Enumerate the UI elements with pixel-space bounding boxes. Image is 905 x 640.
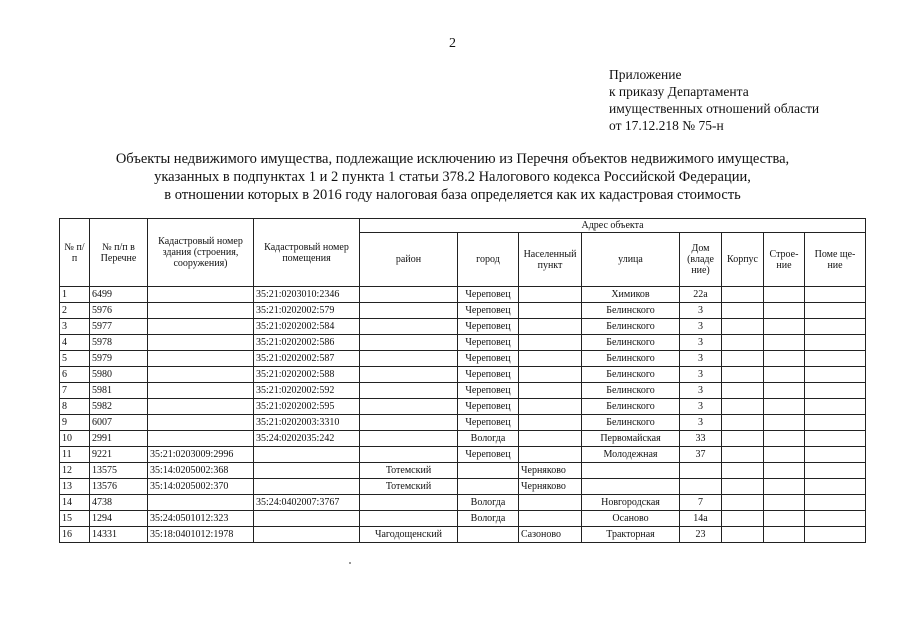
cell-list-num: 5977 [90, 319, 148, 335]
cell-korpus [722, 319, 764, 335]
cell-room-cadastral: 35:21:0203010:2346 [254, 287, 360, 303]
cell-house: 33 [680, 431, 722, 447]
cell-room-cadastral [254, 479, 360, 495]
cell-room-cadastral [254, 527, 360, 543]
cell-street [582, 463, 680, 479]
cell-num: 7 [60, 383, 90, 399]
cell-room-cadastral: 35:21:0202002:579 [254, 303, 360, 319]
cell-korpus [722, 351, 764, 367]
table-row [60, 511, 866, 527]
cell-list-num: 9221 [90, 447, 148, 463]
cell-rayon: Чагодощенский [360, 527, 458, 543]
cell-pomeshchenie [805, 527, 866, 543]
cell-list-num: 14331 [90, 527, 148, 543]
cell-pomeshchenie [805, 415, 866, 431]
cell-house: 3 [680, 367, 722, 383]
cell-city [458, 479, 519, 495]
cell-list-num: 5982 [90, 399, 148, 415]
cell-stroenie [764, 399, 805, 415]
cell-list-num: 5978 [90, 335, 148, 351]
cell-korpus [722, 303, 764, 319]
cell-house: 3 [680, 303, 722, 319]
cell-settlement [519, 319, 582, 335]
cell-rayon [360, 495, 458, 511]
cell-korpus [722, 495, 764, 511]
objects-table [59, 218, 866, 543]
cell-num: 10 [60, 431, 90, 447]
cell-pomeshchenie [805, 479, 866, 495]
cell-rayon: Тотемский [360, 479, 458, 495]
cell-building-cadastral: 35:24:0501012:323 [148, 511, 254, 527]
cell-building-cadastral [148, 351, 254, 367]
cell-rayon [360, 399, 458, 415]
table-row [60, 399, 866, 415]
cell-stroenie [764, 431, 805, 447]
table-row [60, 495, 866, 511]
cell-pomeshchenie [805, 335, 866, 351]
table-row [60, 303, 866, 319]
cell-stroenie [764, 463, 805, 479]
header-stroenie: Строе- ние [764, 233, 805, 287]
cell-korpus [722, 511, 764, 527]
cell-list-num: 13575 [90, 463, 148, 479]
cell-street: Белинского [582, 383, 680, 399]
cell-settlement [519, 495, 582, 511]
header-street: улица [582, 233, 680, 287]
appendix-line: имущественных отношений области [609, 101, 820, 116]
cell-city: Череповец [458, 351, 519, 367]
table-row [60, 527, 866, 543]
cell-settlement [519, 399, 582, 415]
cell-stroenie [764, 479, 805, 495]
cell-korpus [722, 463, 764, 479]
table-row [60, 351, 866, 367]
table-row [60, 367, 866, 383]
cell-list-num: 5979 [90, 351, 148, 367]
cell-num: 8 [60, 399, 90, 415]
cell-num: 2 [60, 303, 90, 319]
cell-city: Череповец [458, 303, 519, 319]
cell-pomeshchenie [805, 383, 866, 399]
header-city: город [458, 233, 519, 287]
cell-building-cadastral [148, 335, 254, 351]
cell-pomeshchenie [805, 367, 866, 383]
cell-house: 7 [680, 495, 722, 511]
cell-settlement [519, 383, 582, 399]
table-row [60, 287, 866, 303]
cell-building-cadastral: 35:18:0401012:1978 [148, 527, 254, 543]
cell-korpus [722, 335, 764, 351]
cell-rayon [360, 431, 458, 447]
cell-house [680, 463, 722, 479]
cell-rayon [360, 319, 458, 335]
cell-room-cadastral: 35:21:0202002:586 [254, 335, 360, 351]
cell-room-cadastral: 35:24:0202035:242 [254, 431, 360, 447]
cell-list-num: 6499 [90, 287, 148, 303]
cell-pomeshchenie [805, 511, 866, 527]
cell-street: Молодежная [582, 447, 680, 463]
cell-house: 3 [680, 415, 722, 431]
cell-pomeshchenie [805, 495, 866, 511]
table-row [60, 383, 866, 399]
cell-list-num: 1294 [90, 511, 148, 527]
appendix-line: к приказу Департамента [609, 84, 749, 99]
cell-num: 4 [60, 335, 90, 351]
cell-pomeshchenie [805, 399, 866, 415]
cell-settlement: Черняково [519, 479, 582, 495]
cell-pomeshchenie [805, 287, 866, 303]
cell-building-cadastral: 35:14:0205002:368 [148, 463, 254, 479]
cell-city: Череповец [458, 415, 519, 431]
table-row [60, 335, 866, 351]
title-line: Объекты недвижимого имущества, подлежащие исключению из Перечня объектов недвижимого имущества, [115, 151, 790, 167]
cell-num: 3 [60, 319, 90, 335]
table-row [60, 319, 866, 335]
cell-korpus [722, 447, 764, 463]
appendix-block [609, 66, 819, 134]
header-korpus: Корпус [722, 233, 764, 287]
cell-pomeshchenie [805, 463, 866, 479]
cell-settlement [519, 511, 582, 527]
cell-rayon [360, 447, 458, 463]
cell-stroenie [764, 335, 805, 351]
header-num: № п/п [60, 219, 90, 287]
cell-room-cadastral [254, 463, 360, 479]
table-row [60, 479, 866, 495]
cell-street: Осаново [582, 511, 680, 527]
cell-pomeshchenie [805, 303, 866, 319]
cell-room-cadastral: 35:21:0202002:584 [254, 319, 360, 335]
cell-room-cadastral: 35:21:0202002:587 [254, 351, 360, 367]
cell-stroenie [764, 415, 805, 431]
cell-list-num: 4738 [90, 495, 148, 511]
cell-house: 3 [680, 383, 722, 399]
cell-building-cadastral: 35:14:0205002:370 [148, 479, 254, 495]
header-building-cadastral: Кадастровый номер здания (строения, сооружения) [148, 219, 254, 287]
cell-building-cadastral [148, 367, 254, 383]
cell-settlement: Черняково [519, 463, 582, 479]
cell-house: 22а [680, 287, 722, 303]
scan-dot [349, 562, 351, 564]
cell-room-cadastral: 35:21:0202003:3310 [254, 415, 360, 431]
cell-city: Вологда [458, 511, 519, 527]
cell-street: Первомайская [582, 431, 680, 447]
cell-settlement: Сазоново [519, 527, 582, 543]
cell-rayon [360, 351, 458, 367]
cell-stroenie [764, 527, 805, 543]
cell-street: Новгородская [582, 495, 680, 511]
cell-city: Череповец [458, 367, 519, 383]
cell-street: Белинского [582, 367, 680, 383]
cell-stroenie [764, 367, 805, 383]
cell-pomeshchenie [805, 447, 866, 463]
cell-rayon [360, 383, 458, 399]
cell-house: 3 [680, 351, 722, 367]
cell-house: 37 [680, 447, 722, 463]
appendix-date-line: от 17.12.218 № 75-н [609, 118, 724, 133]
cell-street: Белинского [582, 335, 680, 351]
cell-street: Белинского [582, 399, 680, 415]
cell-settlement [519, 431, 582, 447]
cell-rayon: Тотемский [360, 463, 458, 479]
cell-building-cadastral [148, 383, 254, 399]
cell-num: 6 [60, 367, 90, 383]
cell-stroenie [764, 511, 805, 527]
cell-korpus [722, 287, 764, 303]
cell-street: Белинского [582, 303, 680, 319]
cell-pomeshchenie [805, 319, 866, 335]
cell-num: 9 [60, 415, 90, 431]
cell-korpus [722, 527, 764, 543]
cell-rayon [360, 335, 458, 351]
cell-list-num: 6007 [90, 415, 148, 431]
cell-room-cadastral: 35:21:0202002:592 [254, 383, 360, 399]
cell-pomeshchenie [805, 351, 866, 367]
cell-rayon [360, 415, 458, 431]
document-title [0, 150, 905, 204]
cell-list-num: 13576 [90, 479, 148, 495]
cell-settlement [519, 351, 582, 367]
cell-num: 16 [60, 527, 90, 543]
cell-building-cadastral [148, 495, 254, 511]
cell-city: Вологда [458, 495, 519, 511]
cell-settlement [519, 335, 582, 351]
cell-settlement [519, 287, 582, 303]
table-body [60, 287, 866, 543]
cell-stroenie [764, 319, 805, 335]
cell-city: Череповец [458, 399, 519, 415]
cell-rayon [360, 287, 458, 303]
cell-stroenie [764, 351, 805, 367]
header-list-num: № п/п в Перечне [90, 219, 148, 287]
cell-stroenie [764, 383, 805, 399]
cell-rayon [360, 303, 458, 319]
cell-list-num: 5976 [90, 303, 148, 319]
cell-num: 12 [60, 463, 90, 479]
cell-street: Белинского [582, 415, 680, 431]
title-line: указанных в подпунктах 1 и 2 пункта 1 статьи 378.2 Налогового кодекса Российской Федерации, [154, 169, 751, 185]
cell-street: Белинского [582, 351, 680, 367]
cell-street: Химиков [582, 287, 680, 303]
table-row [60, 431, 866, 447]
cell-street [582, 479, 680, 495]
cell-house: 23 [680, 527, 722, 543]
cell-room-cadastral: 35:24:0402007:3767 [254, 495, 360, 511]
header-address-group: Адрес объекта [360, 219, 866, 233]
cell-building-cadastral [148, 399, 254, 415]
cell-num: 15 [60, 511, 90, 527]
cell-room-cadastral: 35:21:0202002:595 [254, 399, 360, 415]
table-row [60, 415, 866, 431]
cell-city: Вологда [458, 431, 519, 447]
cell-street: Тракторная [582, 527, 680, 543]
table-row [60, 463, 866, 479]
cell-num: 11 [60, 447, 90, 463]
cell-house [680, 479, 722, 495]
cell-korpus [722, 399, 764, 415]
cell-house: 3 [680, 399, 722, 415]
cell-stroenie [764, 303, 805, 319]
cell-city: Череповец [458, 447, 519, 463]
cell-city [458, 527, 519, 543]
cell-house: 14а [680, 511, 722, 527]
cell-rayon [360, 367, 458, 383]
cell-city: Череповец [458, 287, 519, 303]
header-room-cadastral: Кадастровый номер помещения [254, 219, 360, 287]
cell-city: Череповец [458, 319, 519, 335]
cell-rayon [360, 511, 458, 527]
cell-settlement [519, 447, 582, 463]
cell-building-cadastral [148, 431, 254, 447]
cell-stroenie [764, 495, 805, 511]
cell-korpus [722, 383, 764, 399]
cell-num: 13 [60, 479, 90, 495]
header-house: Дом (владе ние) [680, 233, 722, 287]
table-row [60, 447, 866, 463]
cell-stroenie [764, 287, 805, 303]
cell-building-cadastral [148, 319, 254, 335]
cell-room-cadastral [254, 447, 360, 463]
cell-list-num: 5980 [90, 367, 148, 383]
header-pomeshchenie: Поме ще- ние [805, 233, 866, 287]
cell-city: Череповец [458, 335, 519, 351]
cell-korpus [722, 367, 764, 383]
title-line: в отношении которых в 2016 году налоговая база определяется как их кадастровая стоимость [164, 187, 741, 203]
cell-street: Белинского [582, 319, 680, 335]
cell-building-cadastral [148, 287, 254, 303]
cell-pomeshchenie [805, 431, 866, 447]
cell-korpus [722, 479, 764, 495]
cell-stroenie [764, 447, 805, 463]
appendix-line: Приложение [609, 67, 682, 82]
cell-settlement [519, 303, 582, 319]
cell-num: 1 [60, 287, 90, 303]
cell-building-cadastral: 35:21:0203009:2996 [148, 447, 254, 463]
header-settlement: Населенный пункт [519, 233, 582, 287]
cell-house: 3 [680, 319, 722, 335]
cell-room-cadastral [254, 511, 360, 527]
page-number: 2 [449, 36, 456, 51]
cell-settlement [519, 415, 582, 431]
cell-room-cadastral: 35:21:0202002:588 [254, 367, 360, 383]
cell-korpus [722, 415, 764, 431]
cell-list-num: 5981 [90, 383, 148, 399]
cell-korpus [722, 431, 764, 447]
cell-city: Череповец [458, 383, 519, 399]
cell-num: 14 [60, 495, 90, 511]
cell-house: 3 [680, 335, 722, 351]
cell-num: 5 [60, 351, 90, 367]
cell-list-num: 2991 [90, 431, 148, 447]
cell-city [458, 463, 519, 479]
cell-building-cadastral [148, 415, 254, 431]
cell-settlement [519, 367, 582, 383]
header-rayon: район [360, 233, 458, 287]
cell-building-cadastral [148, 303, 254, 319]
